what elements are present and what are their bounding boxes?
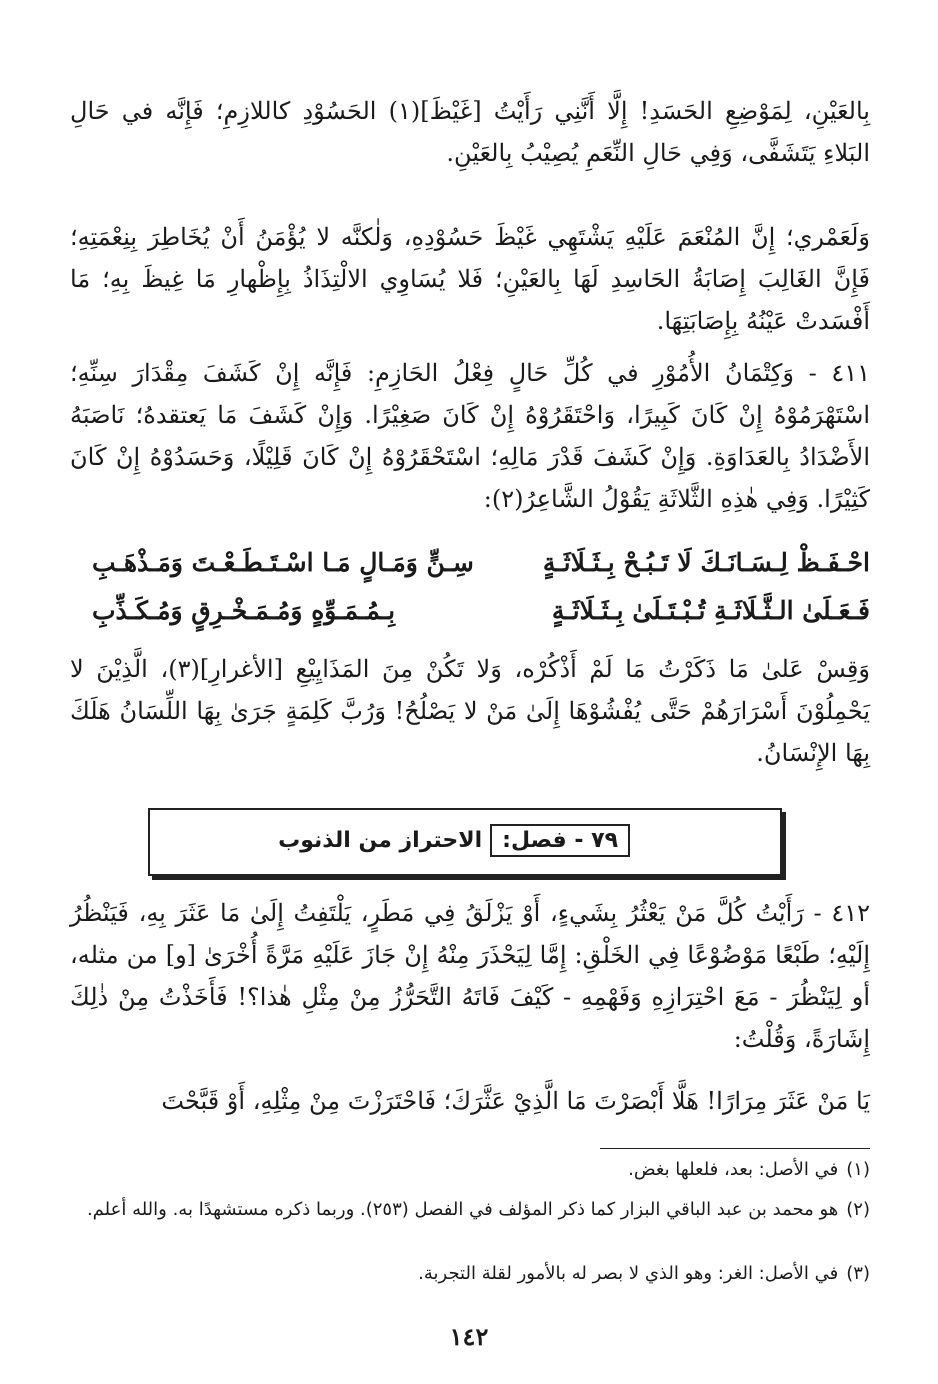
footnote-3-number: (٣) [846,1263,870,1284]
page-number: ١٤٢ [449,1322,489,1351]
verse-line-2 [70,596,870,640]
paragraph-2: وَلَعَمْري؛ إِنَّ المُنْعَمَ عَلَيْهِ يَشْتَهِي غَيْظَ حَسُوْدِهِ، وَلٰكنَّه لا يُؤْمَنُ أَنْ يُخَاطِرَ بِنِعْمَتِهِ؛ فَإِنَّ الغَالِبَ إِصَابَةُ الحَاسِدِ لَهَا بِالعَيْنِ؛ فَلا يُسَاوِي الالْتِذَاذُ بِإِظْهارِ مَا غِيظَ بِهِ؛ مَا أَفْسَدتْ عَيْنُهُ بِإِصَابَتِهَا. [70,223,870,335]
footnote-2-text: هو محمد بن عبد الباقي البزار كما ذكر المؤلف في الفصل (٢٥٣). وربما ذكره مستشهدًا به. والله أعلم. [86,1199,839,1220]
footnote-1-number: (١) [846,1159,870,1180]
footnote-2-number: (٢) [846,1199,870,1220]
paragraph-3: وَقِسْ عَلىٰ مَا ذَكَرْتُ مَا لَمْ أَذْكُرْه، وَلا تَكُنْ مِنَ المَذَايِيْعِ [الأغرارِ](٣)، الَّذِيْنَ لا يَحْمِلُوْنَ أَسْرَارَهُمْ حَتَّى يُفْشُوْهَا إِلَىٰ مَنْ لا يَصْلُحُ! وَرُبَّ كَلِمَةٍ جَرَىٰ بِهَا اللِّسَانُ هَلَكَ بِهَا الإِنْسَانُ. [70,655,870,767]
footnote-1 [70,1156,870,1184]
section-heading-box [148,808,782,876]
section-title: الاحتراز من الذنوب [278,827,483,853]
paragraph-4: يَا مَنْ عَثَرَ مِرَارًا! هَلَّا أَبْصَرْتَ مَا الَّذِيْ عَثَّرَكَ؛ فَاحْتَرَزْتَ مِنْ مِثْلِهِ، أَوْ قَبَّحْتَ [161,1087,870,1115]
verse-line-2-first-hemistich: فَـعَـلَىٰ الـثَّـلَاثَـةِ تُـبْـتَـلَىٰ بِـثَـلَاثَـةٍ [551,596,870,625]
footnote-2 [70,1196,870,1224]
section-number-label: ٧٩ - فصل: [490,824,630,857]
paragraph-1: بِالعَيْنِ، لِمَوْضِعِ الحَسَدِ! إِلَّا أَنَّنِي رَأَيْتُ [غَيْظَ](١) الحَسُوْدِ كاللازِمِ؛ فَإِنَّه في حَالِ البَلاءِ يَتَشَفَّى، وَفِي حَالِ النِّعَمِ يُصِيْبُ بِالعَيْنِ. [70,97,870,167]
paragraph-412: ٤١٢ - رَأَيْتُ كُلَّ مَنْ يَعْثُرُ بِشَيءٍ، أَوْ يَزْلَقُ فِي مَطَرٍ، يَلْتَفِتُ إِلَىٰ مَا عَثَرَ بِهِ، فَيَنْظُرُ إِلَيْهِ؛ طَبْعًا مَوْضُوْعًا فِي الخَلْقِ: إِمَّا لِيَحْذَرَ مِنْهُ إِنْ جَازَ عَلَيْهِ مَرَّةً أُخْرَىٰ [و] من مثله، أو لِيَنْظُرَ - مَعَ احْتِرَازِهِ وَفَهْمِهِ - كَيْفَ فَاتَهُ التَّحَرُّزُ مِنْ مِثْلِ هٰذا؟! فَأَخَذْتُ مِنْ ذٰلِكَ إِشَارَةً، وَقُلْتُ: [70,899,870,1053]
verse-line-1-first-hemistich: احْـفَـظْ لِـسَـانَـكَ لَا تَـبُـحْ بِـثَـلَاثَـةٍ [542,548,870,577]
verse-line-1 [70,548,870,592]
footnote-separator [600,1148,870,1149]
footnote-1-text: في الأصل: بعد، فلعلها بغض. [628,1159,839,1180]
section-heading [278,818,630,862]
footnote-3 [70,1260,870,1288]
verse-line-1-second-hemistich: سِـنٍّ وَمَـالٍ مَـا اسْـتَـطَـعْـتَ وَمَـذْهَـبِ [92,548,474,577]
footnote-3-text: في الأصل: الغر: وهو الذي لا بصر له بالأمور لقلة التجربة. [418,1263,839,1284]
paragraph-411: ٤١١ - وَكِتْمَانُ الأُمُوْرِ في كُلِّ حَالٍ فِعْلُ الحَازِمِ: فَإِنَّه إِنْ كَشَفَ مِقْدَارَ سِنِّهِ؛ اسْتَهْرَمُوْهُ إِنْ كَانَ كَبِيرًا، وَاحْتَقَرُوْهُ إِنْ كَانَ صَغِيْرًا. وَإِنْ كَشَفَ مَا يَعتقدهُ؛ نَاصَبَهُ الأَضْدَادُ بِالعَدَاوَةِ. وَإِنْ كَشَفَ قَدْرَ مَالِهِ؛ اسْتَحْقَرُوْهُ إِنْ كَانَ قَلِيْلًا، وَحَسَدُوْهُ إِنْ كَانَ كَثِيْرًا. وَفِي هٰذِهِ الثَّلاثَةِ يَقُوْلُ الشَّاعِرُ(٢): [70,359,870,513]
verse-line-2-second-hemistich: بِـمُـمَـوِّهٍ وَمُـمَـخْـرِقٍ وَمُـكَـذِّبِ [92,596,396,625]
